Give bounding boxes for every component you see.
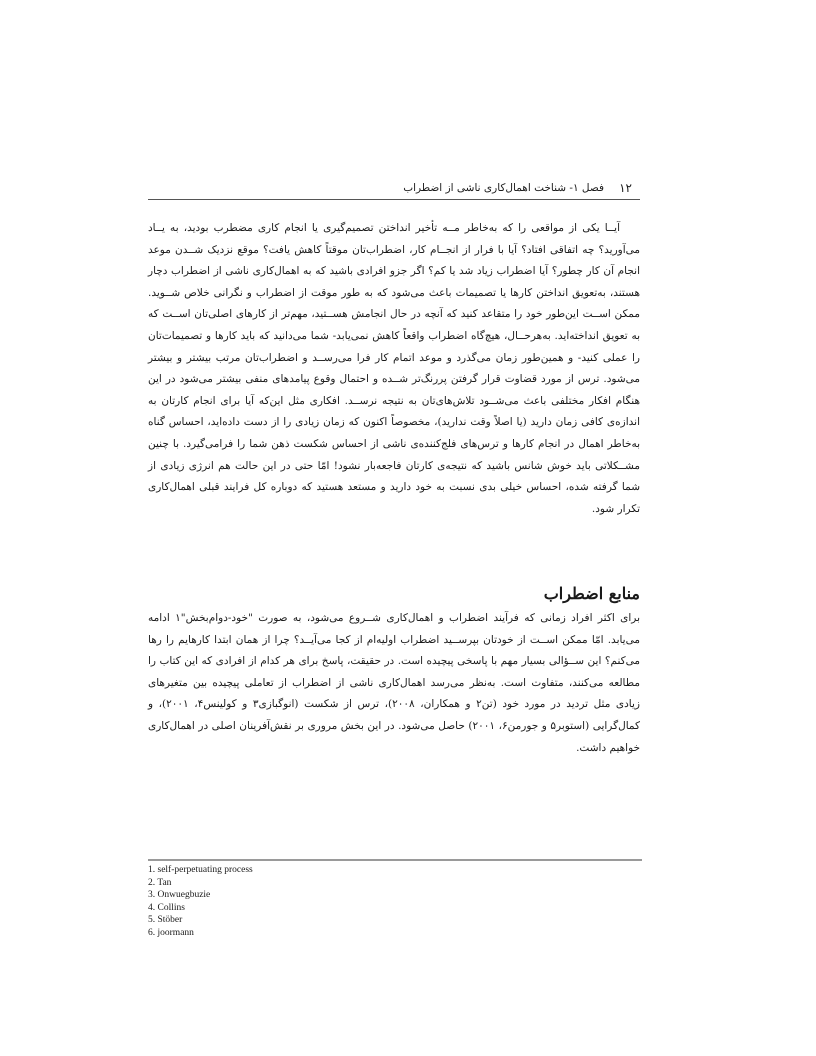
body-paragraph: آیــا یکی از مواقعی را که به‌خاطر مــه تأخیر انداختن تصمیم‌گیری یا انجام کاری مضطرب بودید، به یــاد می‌آورید؟ چه اتفاقی افتاد؟ آیا با فرار از انجــام کار، اضطراب‌تان موقتاً کاهش یافت؟ موقع نزدیک شــدن موعد انجام آن کار چطور؟ آیا اضطراب زیاد شد یا کم؟ اگر جزو افرادی باشید که به اهمال‌کاری ناشی از اضطراب دچار هستند، به‌تعویق انداختن کارها یا تصمیمات باعث می‌شود که به طور موقت از اضطراب و نگرانی خلاص شــوید. ممکن اســت این‌طور خود را متقاعد کنید که آنچه در حال انجامش هســتید، مهم‌تر از کارهای اصلی‌تان اســت که به تعویق انداخته‌اید. به‌هرحــال، هیچ‌گاه اضطراب واقعاً کاهش نمی‌یابد- شما می‌دانید که باید کارها و تصمیمات‌تان را عملی کنید- و همین‌طور زمان می‌گذرد و موعد اتمام کار فرا می‌رســد و اضطراب‌تان مرتب بیشتر و بیشتر می‌شود. ترس از مورد قضاوت قرار گرفتن پررنگ‌تر شــده و احتمال وقوع پیامدهای منفی بیشتر می‌شود در این هنگام افکار مختلفی باعث می‌شــود تلاش‌های‌تان به نتیجه نرســد. افکاری مثل این‌که آیا برای انجام کارتان به اندازه‌ی کافی زمان دارید (یا اصلاً وقت ندارید)، مخصوصاً اکنون که زمان زیادی را از دست داده‌اید، احساس گناه به‌خاطر اهمال در انجام کارها و ترس‌های فلج‌کننده‌ی ناشی از احساس شکست ذهن شما را فرامی‌گیرد. با چنین مشــکلاتی باید خوش شانس باشید که نتیجه‌ی کارتان فاجعه‌بار نشود! امّا حتی در این حالت هم انرژی زیادی از شما گرفته شده، احساس خیلی بدی نسبت به خود دارید و مستعد هستید که دوباره کل فرایند قبلی اهمال‌کاری تکرار شود.	[148, 222, 640, 515]
footnote: 5. Stöber	[148, 915, 183, 926]
footnote: 4. Collins	[148, 902, 185, 913]
running-title: فصل ۱- شناخت اهمال‌کاری ناشی از اضطراب	[403, 182, 604, 194]
footnotes-list	[148, 864, 642, 940]
footnote: 6. joormann	[148, 927, 194, 938]
page-number: ۱۲	[619, 181, 632, 195]
footnote: 2. Tan	[148, 877, 172, 888]
footnote: 1. self-perpetuating process	[148, 865, 253, 875]
footnote: 3. Onwuegbuzie	[148, 890, 211, 901]
body-paragraph: برای اکثر افراد زمانی که فرآیند اضطراب و اهمال‌کاری شــروع می‌شود، به صورت "خود-دوام‌بخش"۱ ادامه می‌یابد. امّا ممکن اســت از خودتان بپرســید اضطراب اولیه‌ام از کجا می‌آیــد؟ چرا از همان ابتدا کارهایم را رها می‌کنم؟ این ســؤالی بسیار مهم با پاسخی پیچیده است. در حقیقت، پاسخ برای هر کدام از افرادی که این کتاب را مطالعه می‌کنند، متفاوت است. به‌نظر می‌رسد اهمال‌کاری ناشی از اضطراب از تعاملی پیچیده بین متغیرهای زیادی مثل تردید در مورد خود (تن۲ و همکاران، ۲۰۰۸)، ترس از شکست (انوگبازی۳ و کولینس۴، ۲۰۰۱)، و کمال‌گرایی (استوبر۵ و جورمن۶، ۲۰۰۱) حاصل می‌شود. در این بخش مروری بر نقش‌آفرینان اصلی در اهمال‌کاری خواهیم داشت.	[148, 612, 641, 754]
footnote-divider	[148, 859, 642, 861]
running-header	[148, 181, 640, 200]
section-heading: منابع اضطراب	[543, 584, 640, 603]
